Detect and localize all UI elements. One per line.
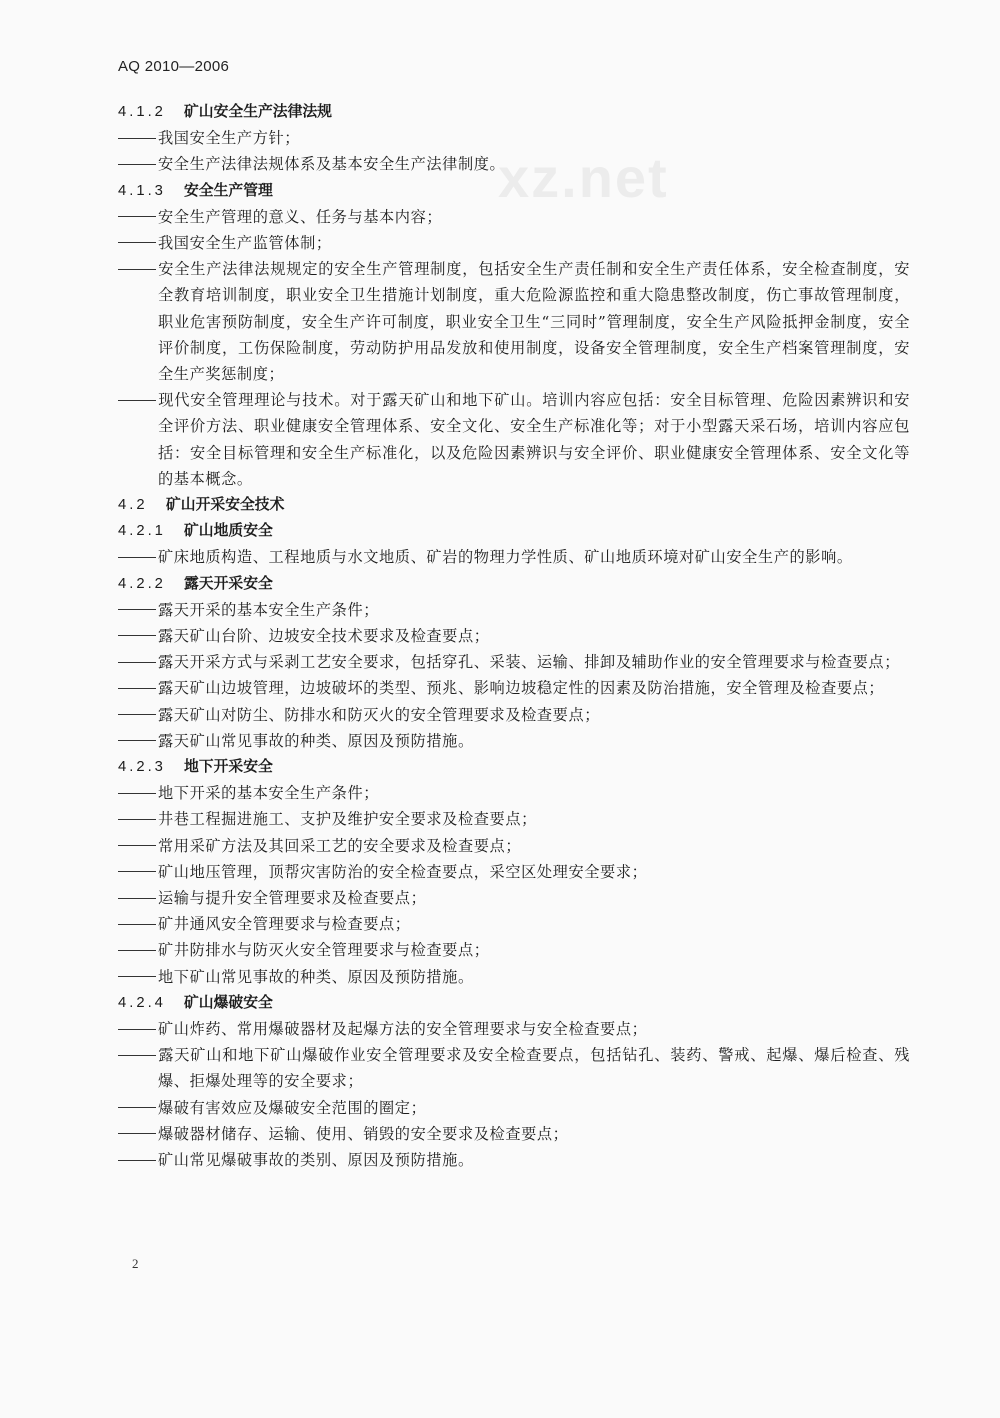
em-dash-marker (118, 714, 156, 715)
list-item (118, 780, 910, 806)
list-item-text: 现代安全管理理论与技术。对于露天矿山和地下矿山。培训内容应包括：安全目标管理、危险因素辨识和安全评价方法、职业健康安全管理体系、安全文化、安全生产标准化等；对于小型露天采石场，培训内容应包括：安全目标管理和安全生产标准化，以及危险因素辨识与安全评价、职业健康安全管理体系、安全文化等的基本概念。 (158, 391, 910, 488)
section-number: 4.2.4 (118, 994, 166, 1011)
list-item (118, 1042, 910, 1094)
em-dash-marker (118, 819, 156, 820)
section-heading (118, 492, 910, 518)
em-dash-marker (118, 242, 156, 243)
section-number: 4.2 (118, 497, 148, 514)
list-item-text: 露天矿山常见事故的种类、原因及预防措施。 (158, 731, 474, 750)
em-dash-marker (118, 1107, 156, 1108)
em-dash-marker (118, 400, 156, 401)
section-number: 4.2.3 (118, 759, 166, 775)
em-dash-marker (118, 164, 156, 165)
em-dash-marker (118, 1133, 156, 1134)
list-item-text: 安全生产管理的意义、任务与基本内容； (158, 207, 443, 226)
list-item-text: 地下开采的基本安全生产条件； (158, 784, 380, 803)
list-item (118, 256, 910, 387)
em-dash-marker (118, 688, 156, 689)
list-item (118, 204, 910, 230)
section-title: 矿山开采安全技术 (166, 496, 285, 514)
list-item (118, 702, 910, 728)
em-dash-marker (118, 662, 156, 663)
list-item (118, 544, 910, 570)
list-item (118, 859, 910, 885)
em-dash-marker (118, 269, 156, 270)
em-dash-marker (118, 924, 156, 925)
section-number: 4.1.3 (118, 182, 166, 199)
section-heading (118, 99, 910, 125)
list-item (118, 937, 910, 963)
list-item (118, 125, 910, 151)
list-item (118, 1147, 910, 1173)
section-title: 露天开采安全 (184, 574, 273, 592)
section-heading (118, 571, 910, 597)
section-number: 4.2.2 (118, 575, 166, 592)
document-body (118, 99, 910, 1173)
list-item-text: 矿井防排水与防灭火安全管理要求与检查要点； (158, 941, 490, 960)
list-item-text: 矿井通风安全管理要求与检查要点； (158, 915, 411, 934)
em-dash-marker (118, 1055, 156, 1056)
list-item (118, 675, 910, 701)
section-number: 4.1.2 (118, 104, 166, 120)
section-heading (118, 754, 910, 780)
section-title: 地下开采安全 (184, 758, 273, 775)
list-item (118, 833, 910, 859)
section-heading (118, 178, 910, 204)
em-dash-marker (118, 635, 156, 636)
document-code-header: AQ 2010—2006 (118, 58, 230, 75)
section-heading (118, 518, 910, 544)
list-item-text: 爆破有害效应及爆破安全范围的圈定； (158, 1098, 427, 1117)
list-item-text: 爆破器材储存、运输、使用、销毁的安全要求及检查要点； (158, 1124, 569, 1143)
em-dash-marker (118, 976, 156, 977)
list-item (118, 911, 910, 937)
list-item (118, 806, 910, 832)
list-item-text: 露天矿山对防尘、防排水和防灭火的安全管理要求及检查要点； (158, 705, 601, 724)
list-item (118, 649, 910, 675)
em-dash-marker (118, 216, 156, 217)
list-item (118, 964, 910, 990)
list-item-text: 安全生产法律法规体系及基本安全生产法律制度。 (158, 155, 506, 174)
list-item-text: 露天矿山和地下矿山爆破作业安全管理要求及安全检查要点，包括钻孔、装药、警戒、起爆、爆后检查、残爆、拒爆处理等的安全要求； (158, 1046, 910, 1091)
list-item (118, 387, 910, 492)
list-item (118, 597, 910, 623)
section-heading (118, 990, 910, 1016)
em-dash-marker (118, 1160, 156, 1161)
em-dash-marker (118, 557, 156, 558)
list-item-text: 露天开采方式与采剥工艺安全要求，包括穿孔、采装、运输、排卸及辅助作业的安全管理要求与检查要点； (158, 653, 901, 672)
list-item-text: 矿山炸药、常用爆破器材及起爆方法的安全管理要求与安全检查要点； (158, 1020, 648, 1038)
em-dash-marker (118, 609, 156, 610)
watermark: xz.net (498, 146, 669, 209)
em-dash-marker (118, 845, 156, 846)
list-item (118, 1016, 910, 1042)
list-item-text: 井巷工程掘进施工、支护及维护安全要求及检查要点； (158, 810, 537, 829)
em-dash-marker (118, 740, 156, 741)
list-item-text: 矿床地质构造、工程地质与水文地质、矿岩的物理力学性质、矿山地质环境对矿山安全生产的影响。 (158, 548, 853, 567)
list-item-text: 常用采矿方法及其回采工艺的安全要求及检查要点； (158, 836, 522, 855)
list-item-text: 矿山常见爆破事故的类别、原因及预防措施。 (158, 1151, 474, 1170)
list-item-text: 矿山地压管理，顶帮灾害防治的安全检查要点，采空区处理安全要求； (158, 862, 648, 881)
em-dash-marker (118, 1029, 156, 1030)
list-item-text: 露天矿山边坡管理，边坡破坏的类型、预兆、影响边坡稳定性的因素及防治措施，安全管理及检查要点； (158, 679, 885, 698)
list-item-text: 我国安全生产方针； (158, 129, 301, 148)
list-item (118, 885, 910, 911)
list-item (118, 1095, 910, 1121)
section-title: 矿山安全生产法律法规 (184, 103, 332, 120)
em-dash-marker (118, 138, 156, 139)
list-item (118, 230, 910, 256)
list-item (118, 728, 910, 754)
section-title: 矿山爆破安全 (184, 993, 273, 1011)
section-number: 4.2.1 (118, 523, 166, 540)
em-dash-marker (118, 871, 156, 872)
list-item (118, 623, 910, 649)
list-item-text: 露天开采的基本安全生产条件； (158, 600, 380, 619)
list-item-text: 我国安全生产监管体制； (158, 233, 332, 252)
section-title: 安全生产管理 (184, 181, 273, 199)
section-title: 矿山地质安全 (184, 522, 273, 540)
list-item-text: 地下矿山常见事故的种类、原因及预防措施。 (158, 967, 474, 986)
page-number: 2 (132, 1256, 139, 1271)
list-item-text: 安全生产法律法规规定的安全生产管理制度，包括安全生产责任制和安全生产责任体系，安全检查制度，安全教育培训制度，职业安全卫生措施计划制度，重大危险源监控和重大隐患整改制度，伤亡事故管理制度，职业危害预防制度，安全生产许可制度，职业安全卫生“三同时”管理制度，安全生产风险抵押金制度，安全评价制度，工伤保险制度，劳动防护用品发放和使用制度，设备安全管理制度，安全生产档案管理制度，安全生产奖惩制度； (158, 260, 910, 383)
em-dash-marker (118, 898, 156, 899)
em-dash-marker (118, 793, 156, 794)
list-item-text: 露天矿山台阶、边坡安全技术要求及检查要点； (158, 626, 490, 645)
list-item (118, 1121, 910, 1147)
em-dash-marker (118, 950, 156, 951)
list-item-text: 运输与提升安全管理要求及检查要点； (158, 889, 427, 907)
list-item (118, 151, 910, 177)
